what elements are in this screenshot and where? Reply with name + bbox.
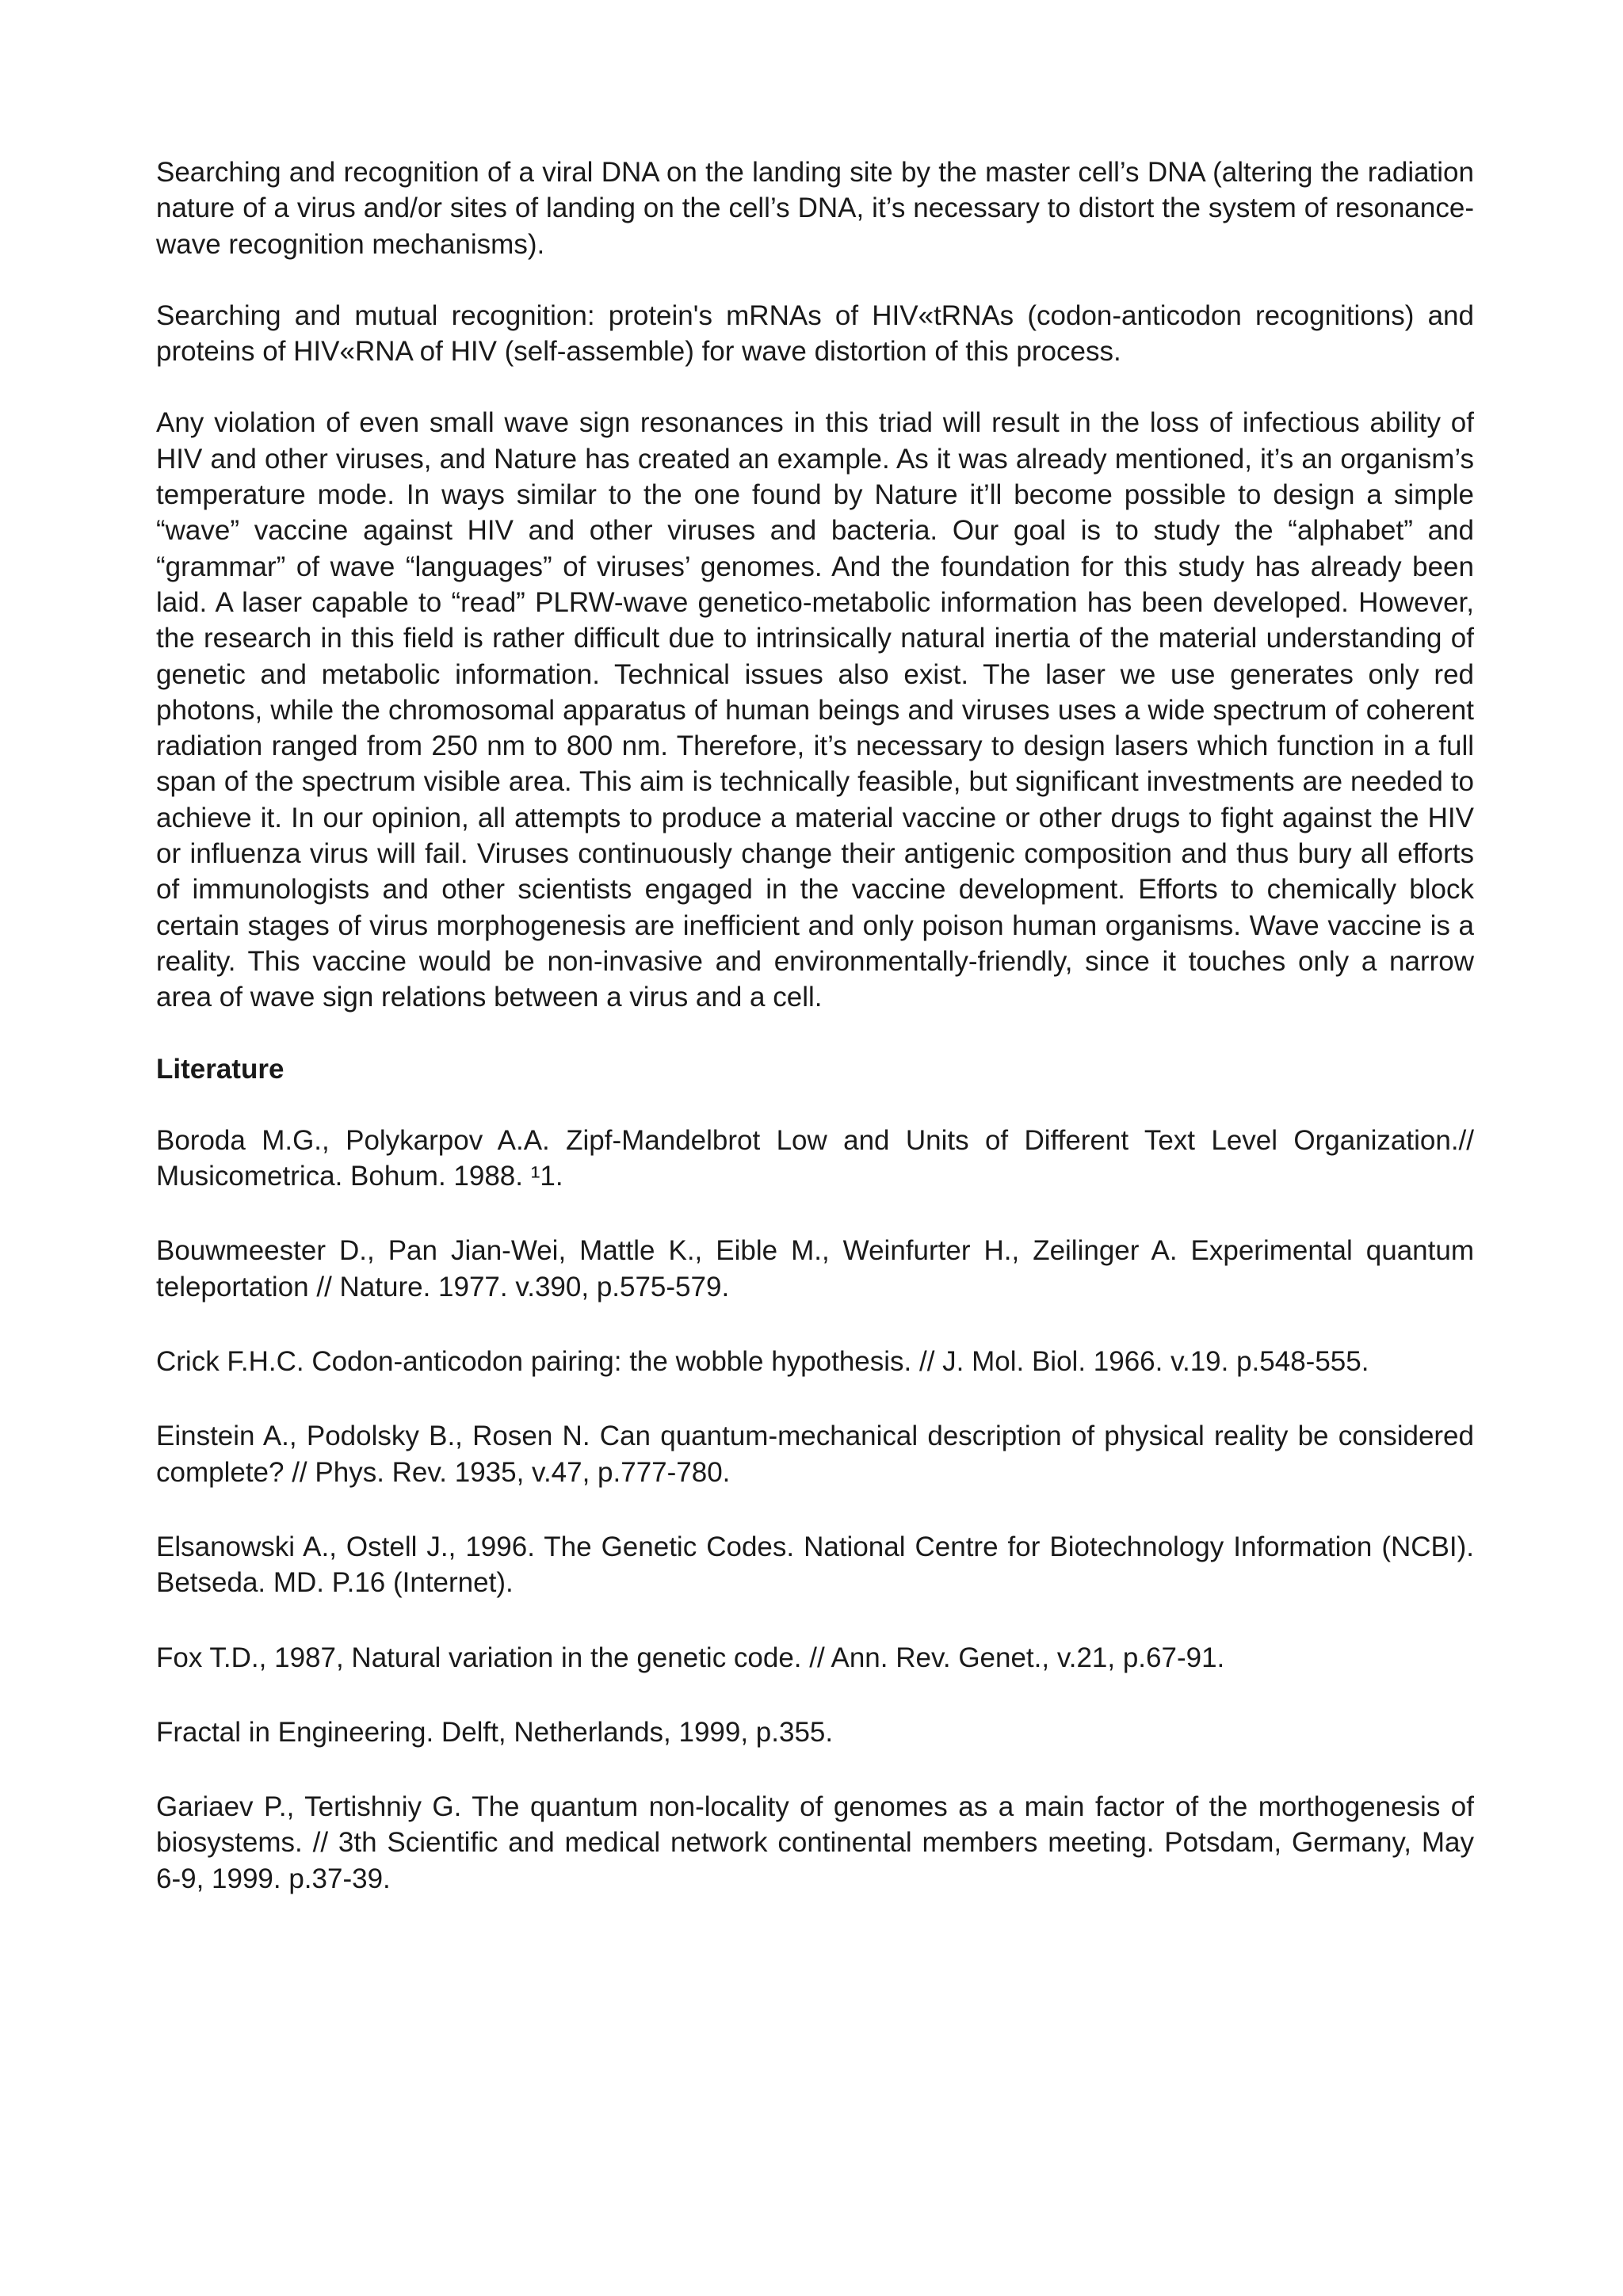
reference-entry: Bouwmeester D., Pan Jian-Wei, Mattle K., Eible M., Weinfurter H., Zeilinger A. Experimental quantum teleportation // Nature. 1977. v.390, p.575-579. (156, 1235, 1474, 1302)
literature-heading: Literature (156, 1053, 285, 1085)
document-page (156, 154, 1474, 1936)
reference-entry: Gariaev P., Tertishniy G. The quantum non-locality of genomes as a main factor of the morthogenesis of biosystems. // 3th Scientific and medical network continental members meeting. Potsdam, Germany, May 6-9, 1999. p.37-39. (156, 1791, 1474, 1894)
body-paragraph: Any violation of even small wave sign resonances in this triad will result in the loss of infectious ability of HIV and other viruses, and Nature has created an example. As it was already mentioned, it’s an organism’s temperature mode. In ways similar to the one found by Nature it’ll become possible to design a simple “wave” vaccine against HIV and other viruses and bacteria. Our goal is to study the “alphabet” and “grammar” of wave “languages” of viruses’ genomes. And the foundation for this study has already been laid. A laser capable to “read” PLRW-wave genetico-metabolic information has been developed. However, the research in this field is rather difficult due to intrinsically natural inertia of the material understanding of genetic and metabolic information. Technical issues also exist. The laser we use generates only red photons, while the chromosomal apparatus of human beings and viruses uses a wide spectrum of coherent radiation ranged from 250 nm to 800 nm. Therefore, it’s necessary to design lasers which function in a full span of the spectrum visible area. This aim is technically feasible, but significant investments are needed to achieve it. In our opinion, all attempts to produce a material vaccine or other drugs to fight against the HIV or influenza virus will fail. Viruses continuously change their antigenic composition and thus bury all efforts of immunologists and other scientists engaged in the vaccine development. Efforts to chemically block certain stages of virus morphogenesis are inefficient and only poison human organisms. Wave vaccine is a reality. This vaccine would be non-invasive and environmentally-friendly, since it touches only a narrow area of wave sign relations between a virus and a cell. (156, 407, 1474, 1013)
reference-entry: Fractal in Engineering. Delft, Netherlands, 1999, p.355. (156, 1716, 834, 1748)
reference-entry: Fox T.D., 1987, Natural variation in the genetic code. // Ann. Rev. Genet., v.21, p.67-91. (156, 1642, 1225, 1673)
reference-entry: Boroda M.G., Polykarpov A.A. Zipf-Mandelbrot Low and Units of Different Text Level Organization.// Musicometrica. Bohum. 1988. ¹1. (156, 1124, 1474, 1192)
reference-entry: Elsanowski A., Ostell J., 1996. The Genetic Codes. National Centre for Biotechnology Information (NCBI). Betseda. MD. P.16 (Internet). (156, 1531, 1474, 1599)
reference-entry: Crick F.H.C. Codon-anticodon pairing: the wobble hypothesis. // J. Mol. Biol. 1966. v.19. p.548-555. (156, 1346, 1369, 1378)
body-paragraph: Searching and mutual recognition: protein's mRNAs of HIV«tRNAs (codon-anticodon recognitions) and proteins of HIV«RNA of HIV (self-assemble) for wave distortion of this process. (156, 299, 1474, 368)
reference-entry: Einstein A., Podolsky B., Rosen N. Can quantum-mechanical description of physical reality be considered complete? // Phys. Rev. 1935, v.47, p.777-780. (156, 1421, 1474, 1488)
body-paragraph: Searching and recognition of a viral DNA on the landing site by the master cell’s DNA (altering the radiation nature of a virus and/or sites of landing on the cell’s DNA, it’s necessary to distort the system of resonance-wave recognition mechanisms). (156, 157, 1474, 260)
